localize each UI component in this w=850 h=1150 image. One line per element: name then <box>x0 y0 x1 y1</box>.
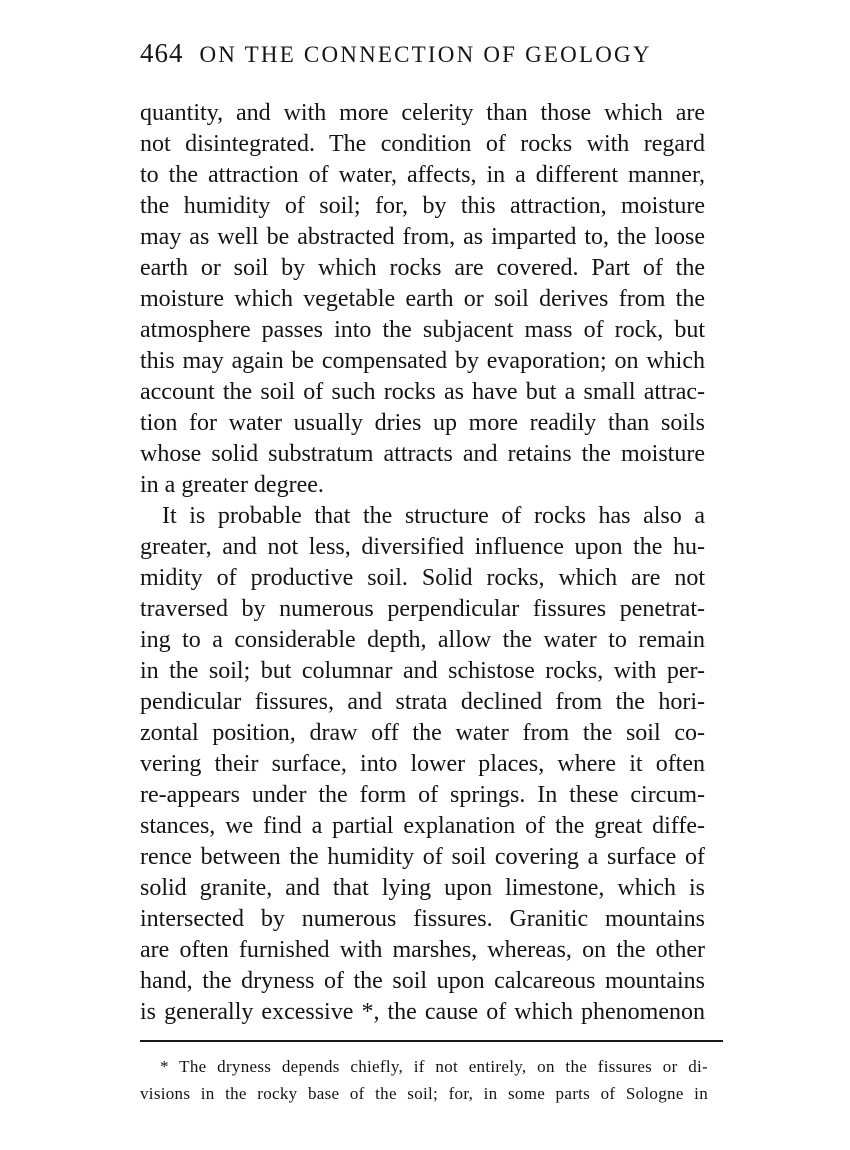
paragraph-last-line: in a greater degree. <box>140 472 324 498</box>
text-line: atmosphere passes into the subjacent mass of rock, but <box>140 317 705 343</box>
text-line: intersected by numerous fissures. Granitic mountains <box>140 906 705 932</box>
text-line: midity of productive soil. Solid rocks, which are not <box>140 565 705 591</box>
running-header <box>140 38 710 78</box>
page-number: 464 <box>140 38 184 68</box>
text-line: stances, we find a partial explanation of the great diffe- <box>140 813 705 839</box>
text-line: ing to a considerable depth, allow the water to remain <box>140 627 705 653</box>
text-line: in the soil; but columnar and schistose rocks, with per- <box>140 658 705 684</box>
text-line: tion for water usually dries up more readily than soils <box>140 410 705 436</box>
text-line: re-appears under the form of springs. In these circum- <box>140 782 705 808</box>
footnote-line: visions in the rocky base of the soil; for, in some parts of Sologne in <box>140 1084 708 1103</box>
text-line: to the attraction of water, affects, in a different manner, <box>140 162 705 188</box>
text-line: solid granite, and that lying upon limestone, which is <box>140 875 705 901</box>
text-line: greater, and not less, diversified influence upon the hu- <box>140 534 705 560</box>
text-line: the humidity of soil; for, by this attraction, moisture <box>140 193 705 219</box>
text-line: not disintegrated. The condition of rocks with regard <box>140 131 705 157</box>
text-line: traversed by numerous perpendicular fissures penetrat- <box>140 596 705 622</box>
text-line: account the soil of such rocks as have but a small attrac- <box>140 379 705 405</box>
footnote-line: * The dryness depends chiefly, if not entirely, on the fissures or di- <box>160 1057 708 1076</box>
text-line: whose solid substratum attracts and retains the moisture <box>140 441 705 467</box>
running-title: ON THE CONNECTION OF GEOLOGY <box>199 42 652 67</box>
footnote-divider <box>140 1040 723 1042</box>
body-text <box>140 98 705 1028</box>
text-line: moisture which vegetable earth or soil derives from the <box>140 286 705 312</box>
text-line: zontal position, draw off the water from the soil co- <box>140 720 705 746</box>
text-line: are often furnished with marshes, whereas, on the other <box>140 937 705 963</box>
text-line: quantity, and with more celerity than those which are <box>140 100 705 126</box>
text-line: earth or soil by which rocks are covered. Part of the <box>140 255 705 281</box>
text-line: rence between the humidity of soil covering a surface of <box>140 844 705 870</box>
text-line: hand, the dryness of the soil upon calcareous mountains <box>140 968 705 994</box>
paragraph-first-line: It is probable that the structure of rocks has also a <box>162 503 705 529</box>
text-line: may as well be abstracted from, as imparted to, the loose <box>140 224 705 250</box>
text-line: this may again be compensated by evaporation; on which <box>140 348 705 374</box>
text-line: vering their surface, into lower places, where it often <box>140 751 705 777</box>
footnote <box>140 1053 708 1107</box>
text-line: pendicular fissures, and strata declined from the hori- <box>140 689 705 715</box>
text-line: is generally excessive *, the cause of which phenomenon <box>140 999 705 1025</box>
